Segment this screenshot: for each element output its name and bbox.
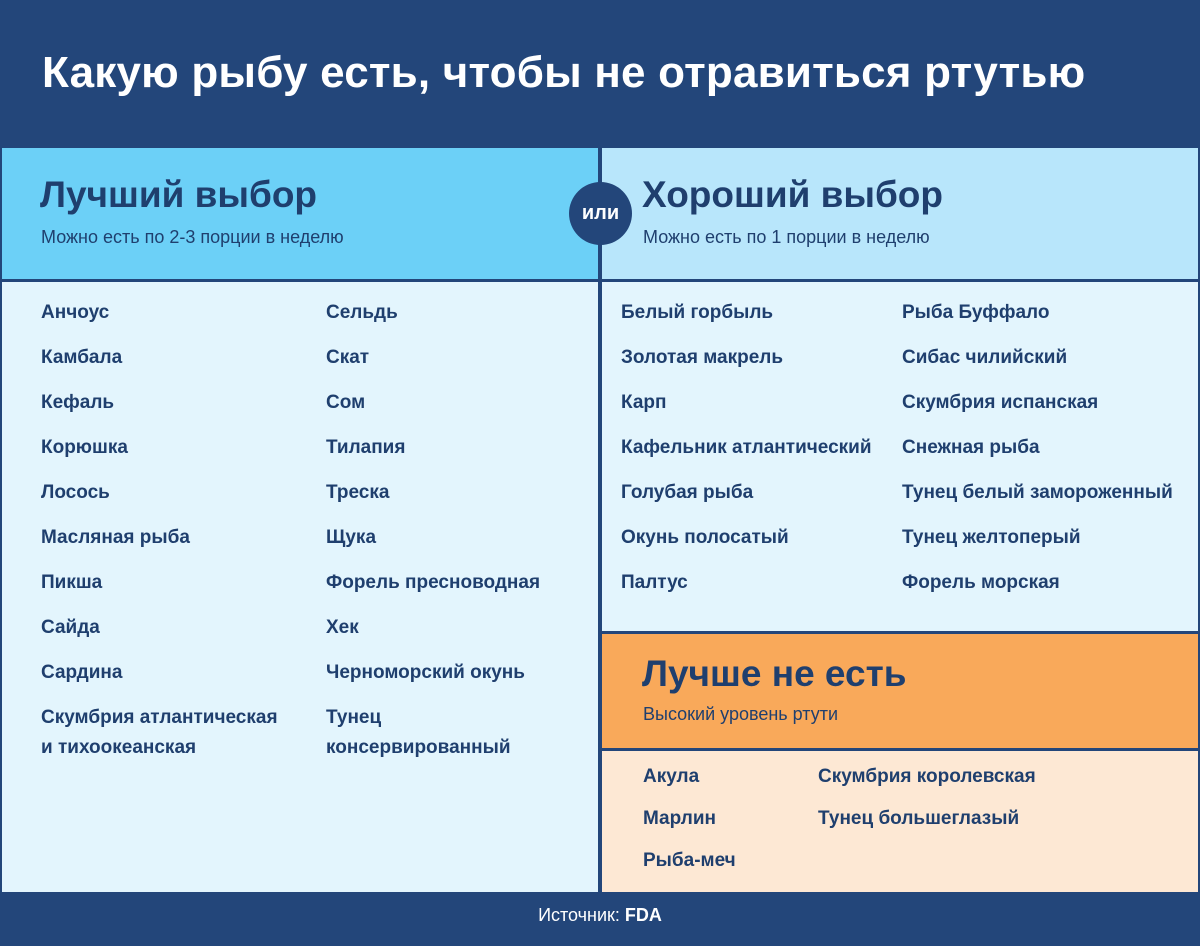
fish-item: Белый горбыль bbox=[621, 302, 774, 323]
fish-item: Масляная рыба bbox=[41, 527, 190, 548]
fish-item: Тилапия bbox=[326, 437, 406, 458]
good-choice-title: Хороший выбор bbox=[642, 174, 944, 215]
fish-item: Хек bbox=[326, 617, 359, 638]
fish-item: Скумбрия атлантическая и тихоокеанская bbox=[41, 707, 278, 758]
good-choice-list bbox=[602, 282, 1198, 631]
best-choice-header bbox=[2, 148, 598, 279]
fish-item: Корюшка bbox=[41, 437, 128, 458]
fish-item: Камбала bbox=[41, 347, 123, 368]
fish-item: Тунец белый замороженный bbox=[902, 482, 1173, 503]
fish-item: Сайда bbox=[41, 617, 100, 638]
fish-item: Скумбрия королевская bbox=[818, 766, 1036, 787]
fish-item: Треска bbox=[326, 482, 390, 503]
fish-item: Щука bbox=[326, 527, 377, 548]
good-choice-header bbox=[602, 148, 1198, 279]
avoid-column-2 bbox=[818, 762, 1036, 846]
fish-item: Лосось bbox=[41, 482, 110, 503]
fish-item: Марлин bbox=[643, 808, 716, 829]
best-choice-column-2 bbox=[326, 298, 540, 778]
avoid-title: Лучше не есть bbox=[642, 653, 907, 694]
fish-item: Тунец большеглазый bbox=[818, 808, 1020, 829]
avoid-list bbox=[602, 751, 1198, 892]
fish-item: Сом bbox=[326, 392, 366, 413]
best-choice-title: Лучший выбор bbox=[40, 174, 318, 215]
fish-item: Анчоус bbox=[41, 302, 110, 323]
fish-item: Сельдь bbox=[326, 302, 398, 323]
fish-item: Рыба-меч bbox=[643, 850, 736, 871]
fish-item: Карп bbox=[621, 392, 667, 413]
source-line bbox=[0, 905, 1200, 926]
avoid-column-1 bbox=[643, 762, 736, 888]
fish-item: Скат bbox=[326, 347, 370, 368]
good-choice-column-1 bbox=[621, 298, 872, 613]
fish-item: Тунец консервированный bbox=[326, 707, 511, 758]
fish-item: Кафельник атлантический bbox=[621, 437, 872, 458]
fish-item: Акула bbox=[643, 766, 700, 787]
best-choice-subtitle: Можно есть по 2-3 порции в неделю bbox=[41, 227, 344, 247]
avoid-subtitle: Высокий уровень ртути bbox=[643, 704, 839, 724]
source-label: Источник: bbox=[538, 905, 625, 925]
fish-item: Черноморский окунь bbox=[326, 662, 525, 683]
fish-item: Рыба Буффало bbox=[902, 302, 1050, 323]
fish-item: Кефаль bbox=[41, 392, 115, 413]
fish-item: Окунь полосатый bbox=[621, 527, 789, 548]
source-value: FDA bbox=[624, 905, 662, 925]
fish-item: Пикша bbox=[41, 572, 103, 593]
fish-item: Золотая макрель bbox=[621, 347, 784, 368]
page-title: Какую рыбу есть, чтобы не отравиться ртутью bbox=[42, 48, 1086, 97]
fish-item: Сардина bbox=[41, 662, 123, 683]
fish-item: Снежная рыба bbox=[902, 437, 1040, 458]
good-choice-subtitle: Можно есть по 1 порции в неделю bbox=[643, 227, 930, 247]
fish-item: Форель пресноводная bbox=[326, 572, 541, 593]
best-choice-column-1 bbox=[41, 298, 278, 778]
fish-item: Сибас чилийский bbox=[902, 347, 1068, 368]
fish-item: Голубая рыба bbox=[621, 482, 754, 503]
fish-item: Тунец желтоперый bbox=[902, 527, 1081, 548]
good-choice-column-2 bbox=[902, 298, 1173, 613]
best-choice-list bbox=[2, 282, 598, 892]
avoid-header bbox=[602, 634, 1198, 748]
fish-item: Форель морская bbox=[902, 572, 1060, 593]
fish-item: Палтус bbox=[621, 572, 688, 593]
fish-item: Скумбрия испанская bbox=[902, 392, 1099, 413]
or-badge: или bbox=[569, 182, 632, 245]
